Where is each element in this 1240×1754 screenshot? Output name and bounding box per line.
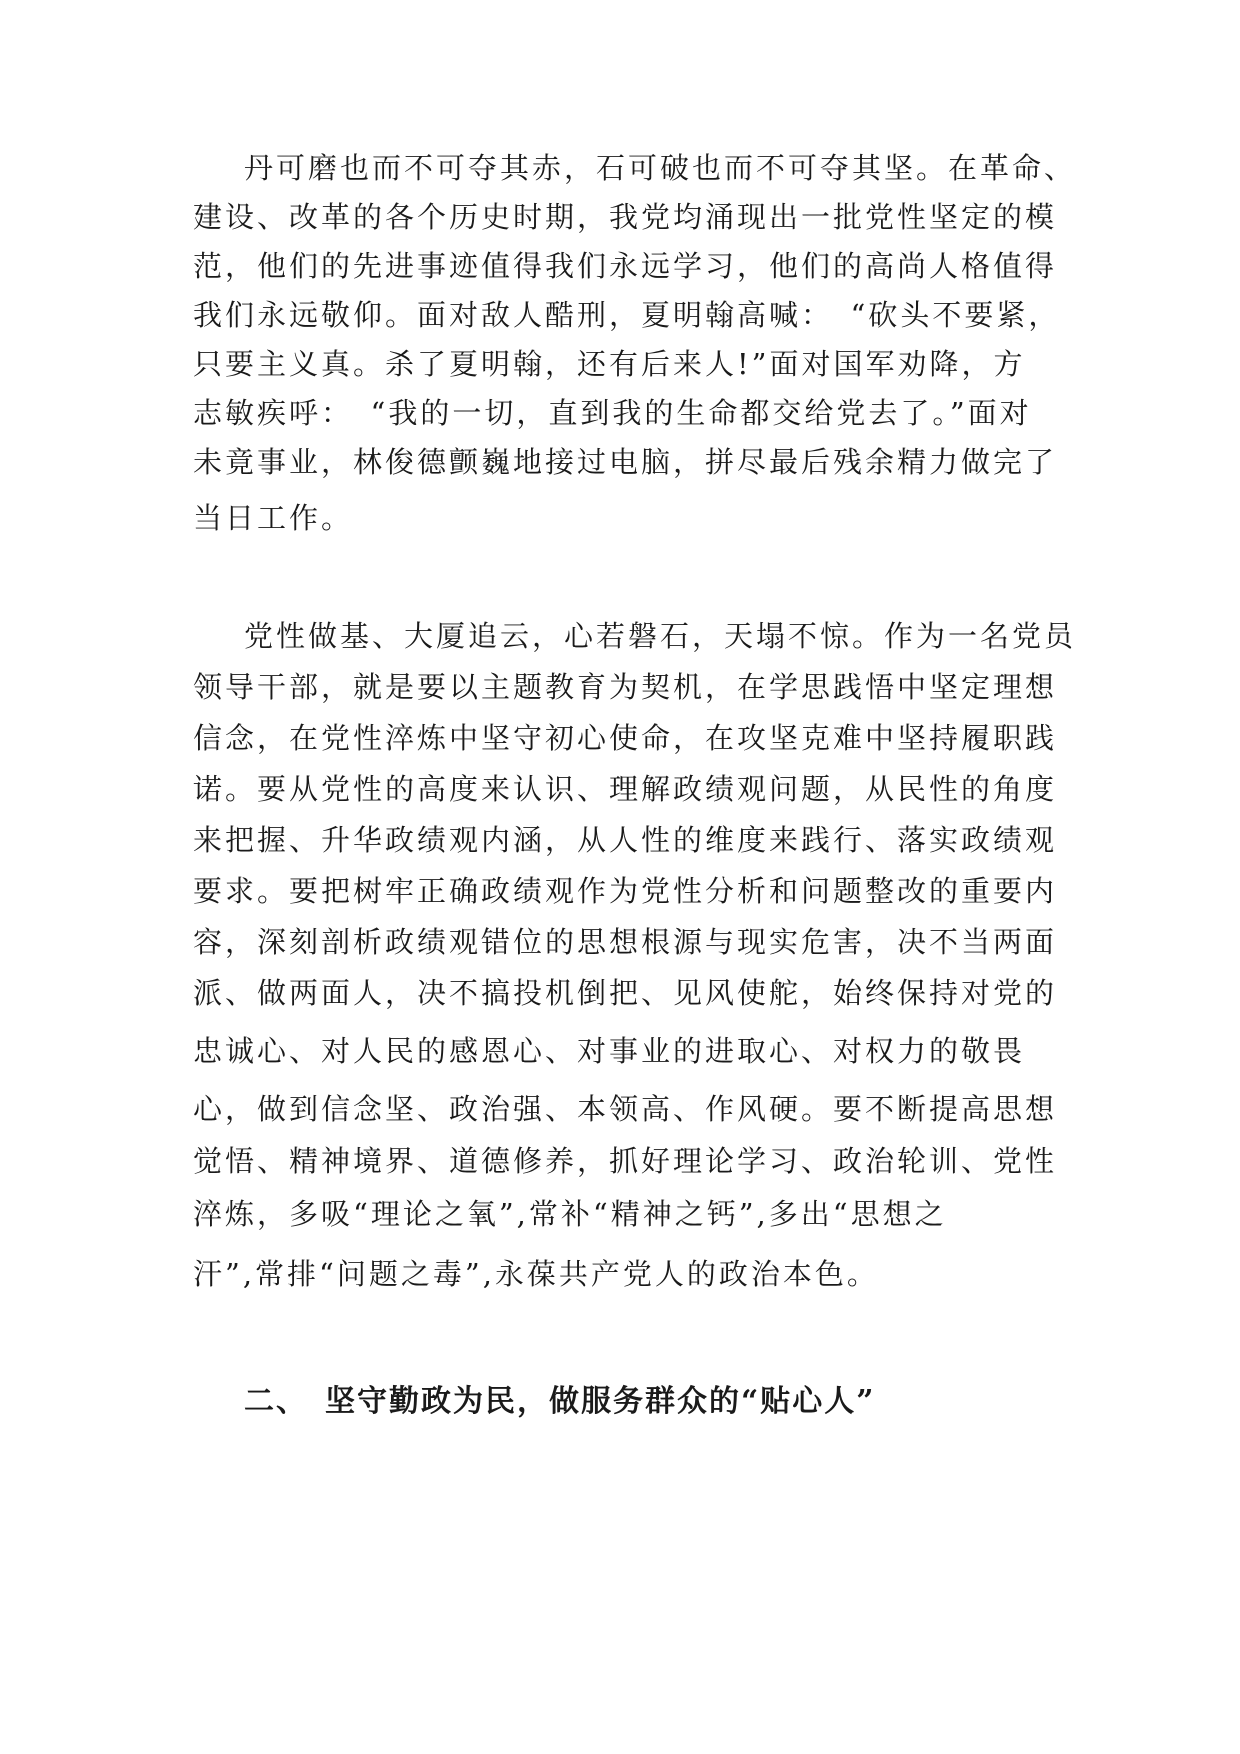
text-line: 党性做基、大厦追云，心若磐石，天塌不惊。作为一名党员 (244, 619, 1077, 653)
text-line: 当日工作。 (193, 501, 354, 535)
text-line: 丹可磨也而不可夺其赤，石可破也而不可夺其坚。在革命、 (244, 151, 1077, 185)
text-line: 忠诚心、对人民的感恩心、对事业的进取心、对权力的敬畏 (193, 1034, 1026, 1068)
text-line: 要求。要把树牢正确政绩观作为党性分析和问题整改的重要内 (193, 874, 1058, 908)
text-line: 我们永远敬仰。面对敌人酷刑，夏明翰高喊： “砍头不要紧， (193, 298, 1061, 332)
text-line: 范，他们的先进事迹值得我们永远学习，他们的高尚人格值得 (193, 249, 1058, 283)
text-line: 建设、改革的各个历史时期，我党均涌现出一批党性坚定的模 (193, 200, 1058, 234)
text-line: 派、做两面人，决不搞投机倒把、见风使舵，始终保持对党的 (193, 976, 1058, 1010)
text-line: 觉悟、精神境界、道德修养，抓好理论学习、政治轮训、党性 (193, 1144, 1058, 1178)
text-line: 心，做到信念坚、政治强、本领高、作风硬。要不断提高思想 (193, 1092, 1058, 1126)
text-line: 只要主义真。杀了夏明翰，还有后来人!”面对国军劝降，方 (193, 347, 1026, 381)
text-line: 志敏疾呼： “我的一切，直到我的生命都交给党去了。”面对 (193, 396, 1032, 430)
text-line: 领导干部，就是要以主题教育为契机，在学思践悟中坚定理想 (193, 670, 1058, 704)
text-line: 诺。要从党性的高度来认识、理解政绩观问题，从民性的角度 (193, 772, 1058, 806)
text-line: 未竟事业，林俊德颤巍地接过电脑，拼尽最后残余精力做完了 (193, 445, 1058, 479)
text-line: 容，深刻剖析政绩观错位的思想根源与现实危害，决不当两面 (193, 925, 1058, 959)
text-line: 汗”,常排“问题之毒”,永葆共产党人的政治本色。 (193, 1257, 879, 1291)
text-line: 淬炼，多吸“理论之氧”,常补“精神之钙”,多出“思想之 (193, 1197, 947, 1231)
text-line: 来把握、升华政绩观内涵，从人性的维度来践行、落实政绩观 (193, 823, 1058, 857)
text-line: 信念，在党性淬炼中坚守初心使命，在攻坚克难中坚持履职践 (193, 721, 1058, 755)
section-heading: 二、 坚守勤政为民，做服务群众的“贴心人” (244, 1384, 876, 1419)
